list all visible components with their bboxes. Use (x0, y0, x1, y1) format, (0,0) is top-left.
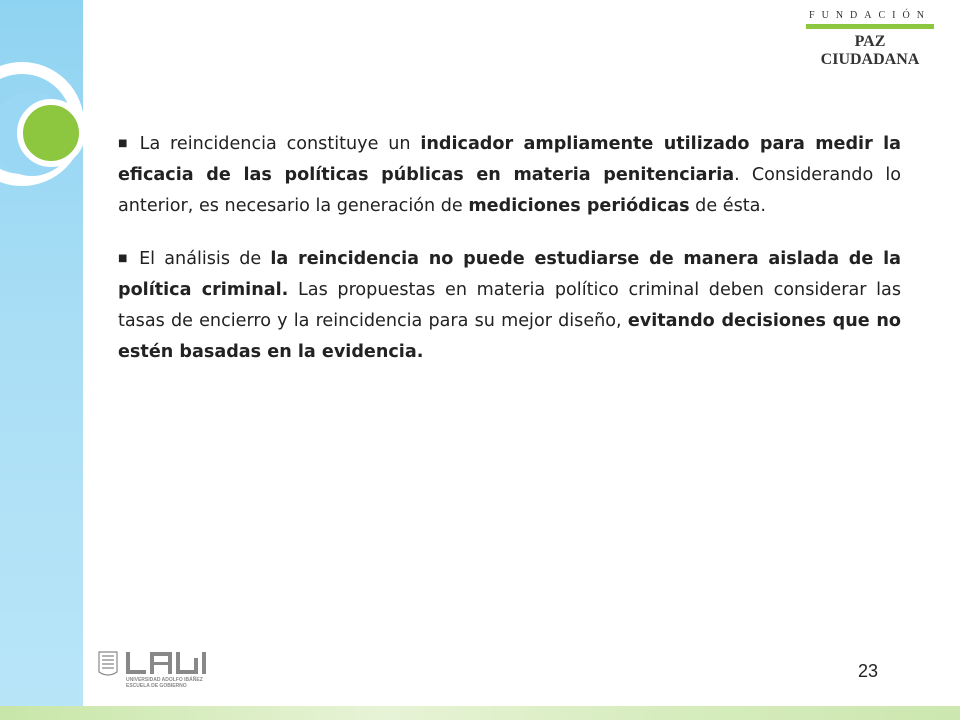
text-run: La reincidencia constituye un (139, 134, 421, 154)
fundacion-logo (806, 10, 934, 69)
university-line2: ESCUELA DE GOBIERNO (126, 683, 187, 688)
bottom-green-bar (0, 706, 960, 720)
logo-green-bar (806, 24, 934, 29)
text-run: de ésta. (689, 196, 767, 216)
logo-line2: PAZ CIUDADANA (820, 33, 920, 68)
green-dot (17, 99, 85, 167)
university-logo (96, 648, 226, 688)
university-line1: UNIVERSIDAD ADOLFO IBÁÑEZ (126, 677, 203, 683)
text-run: El análisis de (139, 249, 271, 269)
page-number: 23 (858, 661, 879, 681)
logo-line1: FUNDACIÓN (809, 10, 931, 21)
square-bullet-icon: ■ (118, 138, 132, 149)
bold-run: evitando decisiones que no estén basadas en la evidencia. (118, 311, 901, 362)
slide-body (118, 128, 901, 389)
square-bullet-icon: ■ (118, 253, 132, 264)
bullet-paragraph-1 (118, 128, 901, 222)
bold-run: la reincidencia no puede estudiarse de manera aislada de la política criminal. (118, 249, 901, 300)
bold-run: mediciones periódicas (468, 196, 690, 216)
text-run: . Considerando lo anterior, es necesario la generación de (118, 165, 901, 216)
bold-run: indicador ampliamente utilizado para medir la eficacia de las políticas públicas en materia penitenciaria (118, 134, 901, 185)
text-run: Las propuestas en materia político criminal deben considerar las tasas de encierro y la reincidencia para su mejor diseño, (118, 280, 901, 331)
bullet-paragraph-2 (118, 243, 901, 368)
